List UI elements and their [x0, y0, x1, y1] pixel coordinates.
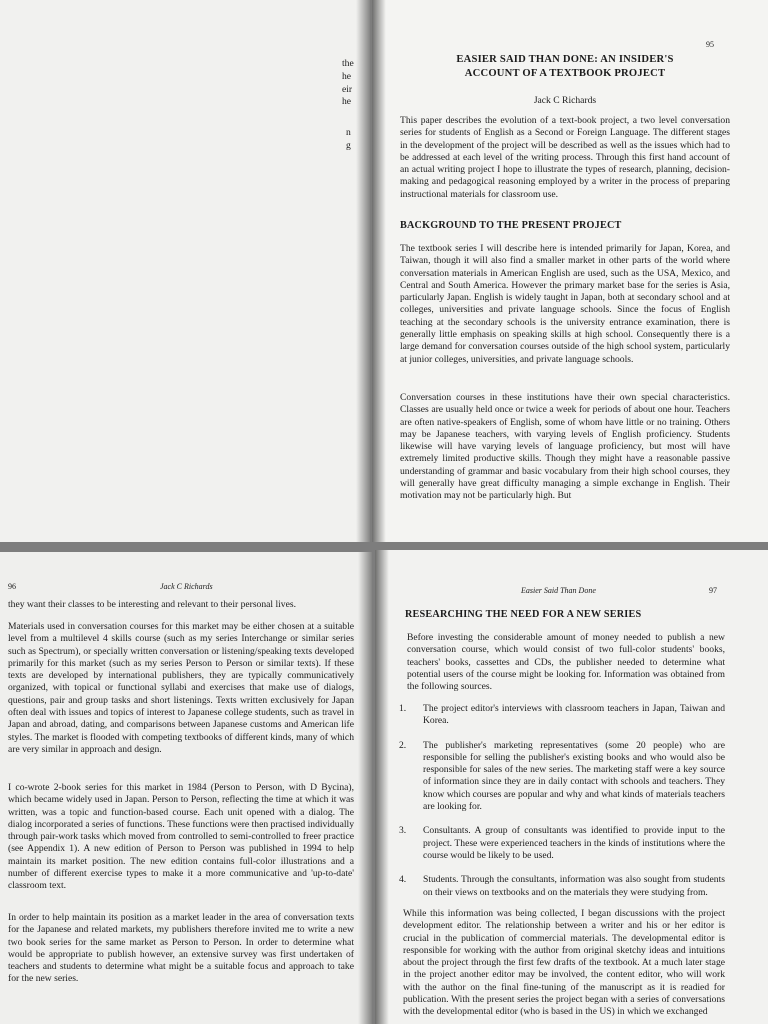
body-paragraph: Conversation courses in these institutions have their own special characteristics. Classes are usually held once or twice a week for periods of about one hour. Teachers are often native-speakers of English, some of whom have little or no training. Others may be Japanese teachers, with varying levels of English proficiency. Students likewise will have varying levels of language proficiency, but most will have extremely limited productive skills. Though they might have a reasonable passive understanding of grammar and basic vocabulary from their high school courses, they will generally have great difficulty managing a simple exchange in English. Their motivation may not be particularly high. But: [400, 392, 730, 502]
page-top-right: [372, 0, 768, 542]
body-paragraph: they want their classes to be interesting and relevant to their personal lives.: [8, 599, 296, 610]
list-item-text: Consultants. A group of consultants was identified to provide input to the project. These were experienced teachers in the kinds of institutions where the course would be likely to be used.: [423, 825, 725, 861]
article-title-line2: ACCOUNT OF A TEXTBOOK PROJECT: [464, 68, 666, 79]
binding-shadow: [356, 0, 370, 542]
body-paragraph: I co-wrote 2-book series for this market in 1984 (Person to Person, with D Bycina), which became widely used in Japan. Person to Person, reflecting the time at which it was written, was a topic and function-based course. Each unit opened with a dialog. The dialog incorporated a series of functions. These functions were then practised individually through pair-work tasks which moved from controlled to semi-controlled to freer practice (see Appendix 1). A new edition of Person to Person was published in 1994 to help maintain its market position. The new edition contains full-color illustrations and a number of different exercise types to make it a more communicative and 'up-to-date' classroom text.: [8, 782, 354, 892]
text-fragment: eir: [342, 84, 353, 95]
text-fragment: he: [342, 96, 352, 107]
sources-list: [399, 703, 725, 911]
section-heading: BACKGROUND TO THE PRESENT PROJECT: [400, 220, 622, 231]
body-paragraph: The textbook series I will describe here is intended primarily for Japan, Korea, and Taiwan, though it will also find a smaller market in other parts of the world where conversation materials in American English are used, such as the USA, Mexico, and Central and South America. However the primary market base for the series is Asia, particularly Japan. English is widely taught in Japan, both at secondary school and at colleges, universities and private language schools. Since the focus of English teaching at the secondary schools is the university entrance examination, there is generally little emphasis on speaking skills at high school. Consequently there is a large demand for conversation courses outside of the high school system, particularly at junior colleges, universities, and private language schools.: [400, 243, 730, 365]
page-number: 97: [709, 586, 717, 595]
page-number: 95: [706, 40, 714, 49]
list-item-text: The project editor's interviews with classroom teachers in Japan, Taiwan and Korea.: [423, 703, 725, 727]
text-fragment: he: [342, 71, 352, 82]
body-paragraph: Before investing the considerable amount of money needed to publish a new conversation course, which would consist of two full-color students' books, teachers' books, cassettes and CDs, the publisher needed to determine what potential users of the course might be looking for. Information was obtained from the following sources.: [407, 632, 725, 693]
text-fragment: n: [346, 127, 351, 138]
binding-shadow: [375, 550, 389, 1024]
binding-shadow: [372, 0, 386, 542]
list-number: 3.: [399, 825, 407, 837]
list-item: [399, 874, 725, 899]
author-name: Jack C Richards: [533, 95, 597, 106]
text-fragment: the: [342, 58, 354, 69]
list-number: 4.: [399, 874, 407, 886]
list-item-text: The publisher's marketing representatives (some 20 people) who are responsible for selling the publisher's existing books and who would also be responsible for sales of the new series. The marketing staff were a key source of information since they are in daily contact with schools and teachers. They know which courses are popular and why and what kinds of materials teachers are looking for.: [423, 739, 725, 813]
list-item-text: Students. Through the consultants, information was also sought from students on their views on textbooks and on the materials they were studying from.: [423, 874, 725, 898]
running-head: Easier Said Than Done: [521, 586, 596, 595]
article-title-line1: EASIER SAID THAN DONE: AN INSIDER'S: [456, 54, 674, 65]
section-heading: RESEARCHING THE NEED FOR A NEW SERIES: [405, 609, 642, 620]
list-number: 1.: [399, 703, 407, 714]
list-number: 2.: [399, 739, 407, 751]
binding-shadow: [358, 552, 372, 1024]
page-bottom-right: [375, 550, 768, 1024]
text-fragment: g: [346, 140, 351, 151]
body-paragraph: In order to help maintain its position as a market leader in the area of conversation texts for the Japanese and related markets, my publishers therefore invited me to write a new two book series for the same market as Person to Person. In order to determine what would be appropriate to publish however, an extensive survey was first undertaken of teachers and students to determine what might be a suitable focus and approach to take for the new series.: [8, 912, 354, 985]
body-paragraph: While this information was being collected, I began discussions with the project development editor. The relationship between a writer and his or her editor is crucial in the publication of commercial materials. The developmental editor is responsible for working with the author from original sketchy ideas and intuitions about the project through the first few drafts of the textbook. At a much later stage in the project another editor may be involved, the content editor, who will work with the author on the final fine-tuning of the manuscript as it is readied for publication. With the present series the project began with a series of conversations with the developmental editor (who is based in the US) in which we exchanged: [403, 908, 725, 1018]
list-item: [399, 703, 725, 728]
page-number: 96: [8, 582, 16, 591]
page-bottom-left: [0, 552, 372, 1024]
page-top-left: [0, 0, 370, 542]
list-item: [399, 825, 725, 862]
abstract-paragraph: This paper describes the evolution of a text-book project, a two level conversation series for students of English as a Second or Foreign Language. The different stages in the development of the project will be described as well as the issues which had to be addressed at each level of the writing process. Through this first hand account of an actual writing project I hope to illustrate the types of research, planning, decision-making and pedagogical reasoning employed by a writer in the process of preparing instructional materials for classroom use.: [400, 115, 730, 200]
running-head: Jack C Richards: [160, 582, 213, 591]
list-item: [399, 740, 725, 814]
body-paragraph: Materials used in conversation courses for this market may be either chosen at a suitable level from a multilevel 4 skills course (such as my series Interchange or similar series such as Spectrum), or specially written conversation or listening/speaking texts developed primarily for this market (such as my series Person to Person or similar texts). If these texts are developed by international publishers, they are typically communicatively organized, with topical or functional syllabi and exercises that make use of dialogs, questions, pair and group tasks and short listenings. Texts written exclusively for Japan often deal with issues and topics of interest to Japanese college students, such as travel in Japan and abroad, dating, and comparisons between Japanese customs and American life styles. The market is flooded with competing textbooks of different kinds, many of which are very similar in approach and design.: [8, 621, 354, 755]
